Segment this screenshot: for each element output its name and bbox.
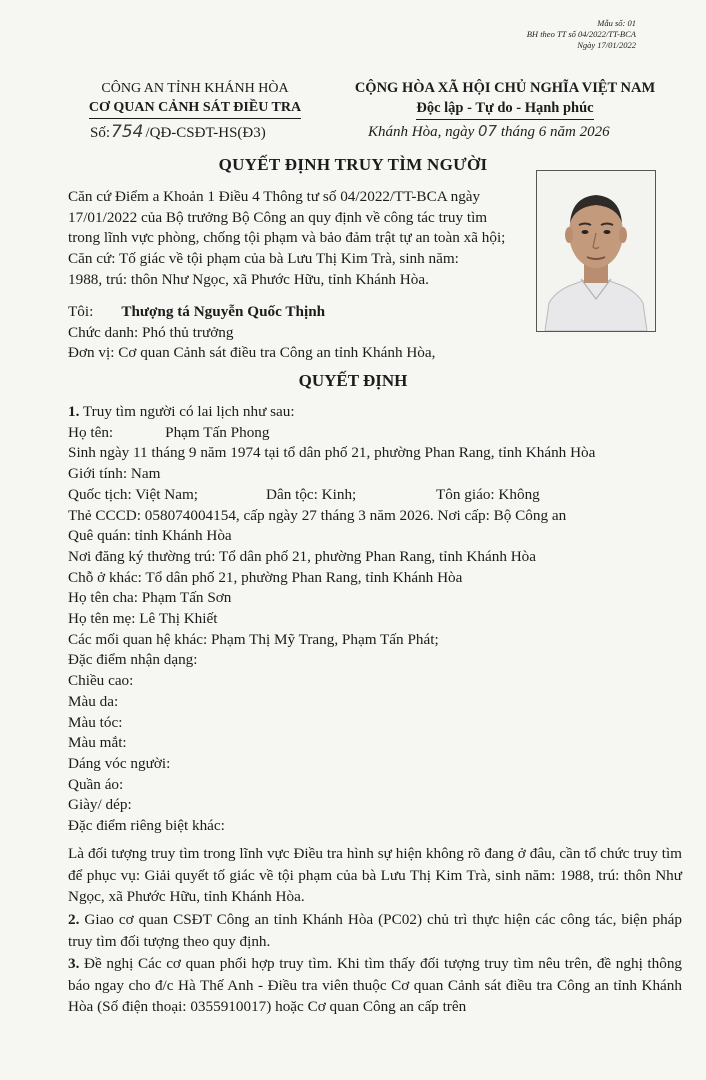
special-description: Là đối tượng truy tìm trong lĩnh vực Điều tra hình sự hiện không rõ đang ở đâu, cần tổ chức truy tìm để phục vụ: Giải quyết tố giác về tội phạm của bà Lưu Thị Kim Trà, sinh năm: 1988, trú: thôn Như Ngọc, xã Phước Hữu, tỉnh Khánh Hòa. (68, 845, 682, 905)
field-birth: Sinh ngày 11 tháng 9 năm 1974 tại tổ dân phố 21, phường Phan Rang, tỉnh Khánh Hòa (68, 444, 596, 462)
preamble (68, 187, 505, 291)
document-title: QUYẾT ĐỊNH TRUY TÌM NGƯỜI (218, 155, 488, 174)
preamble-line: Căn cứ Điểm a Khoản 1 Điều 4 Thông tư số 04/2022/TT-BCA ngày (68, 188, 481, 205)
field-nationality-row: Quốc tịch: Việt Nam; Dân tộc: Kinh; Tôn giáo: Không (68, 485, 540, 503)
preamble-line: trong lĩnh vực phòng, chống tội phạm và bảo đảm trật tự an toàn xã hội; (68, 229, 506, 247)
issuing-agency (60, 79, 330, 119)
field-other-address: Chỗ ở khác: Tổ dân phố 21, phường Phan Rang, tỉnh Khánh Hòa (68, 568, 463, 586)
preamble-line: Căn cứ: Tố giác về tội phạm của bà Lưu Thị Kim Trà, sinh năm: (68, 250, 459, 268)
suspect-photo (536, 170, 656, 332)
place-date: Khánh Hòa, ngày 07 tháng 6 năm 2026 (368, 122, 610, 140)
field-clothes: Quần áo: (68, 775, 124, 793)
field-hometown: Quê quán: tỉnh Khánh Hòa (68, 527, 232, 545)
field-height: Chiều cao: (68, 672, 134, 690)
item-1: 1. Truy tìm người có lai lịch như sau: Họ tên: Phạm Tấn Phong Sinh ngày 11 tháng 9 năm 1974 tại tổ dân phố 21, phường Phan Rang, tỉnh Khánh Hòa Giới tính: Nam Quốc tịch: Việt Nam; Dân tộc: Kinh; Tôn giáo: Không Thẻ CCCD: 058074004154, cấp ngày 27 tháng 3 năm 2026. Nơi cấp: Bộ Công an Quê quán: tỉnh Khánh Hòa Nơi đăng ký thường trú: Tổ dân phố 21, phường Phan Rang, tỉnh Khánh Hòa Chỗ ở khác: Tổ dân phố 21, phường Phan Rang, tỉnh Khánh Hòa Họ tên cha: Phạm Tấn Sơn Họ tên mẹ: Lê Thị Khiết Các mối quan hệ khác: Phạm Thị Mỹ Trang, Phạm Tấn Phát; Đặc điểm nhận dạng: Chiều cao: Màu da: Màu tóc: Màu mắt: Dáng vóc người: Quần áo: Giày/ dép: Đặc điểm riêng biệt khác: (68, 402, 595, 837)
field-special-marks: Đặc điểm riêng biệt khác: (68, 817, 225, 835)
agency-name: CƠ QUAN CẢNH SÁT ĐIỀU TRA (89, 98, 301, 119)
field-father: Họ tên cha: Phạm Tấn Sơn (68, 589, 232, 607)
form-circular: BH theo TT số 04/2022/TT-BCA (526, 29, 636, 39)
field-id-card: Thẻ CCCD: 058074004154, cấp ngày 27 tháng 3 năm 2026. Nơi cấp: Bộ Công an (68, 506, 567, 524)
decision-heading: QUYẾT ĐỊNH (298, 371, 408, 390)
issuer-block: Tôi: Thượng tá Nguyễn Quốc Thịnh Chức danh: Phó thủ trưởng Đơn vị: Cơ quan Cảnh sát điều tra Công an tỉnh Khánh Hòa, (68, 303, 436, 362)
motto: Độc lập - Tự do - Hạnh phúc (416, 98, 593, 120)
field-residence: Nơi đăng ký thường trú: Tổ dân phố 21, phường Phan Rang, tỉnh Khánh Hòa (68, 547, 537, 565)
issuer-name: Thượng tá Nguyễn Quốc Thịnh (121, 303, 326, 320)
preamble-line: 1988, trú: thôn Như Ngọc, xã Phước Hữu, tỉnh Khánh Hòa. (68, 270, 429, 288)
preamble-line: 17/01/2022 của Bộ trưởng Bộ Công an quy định về công tác truy tìm (68, 208, 488, 226)
field-hair: Màu tóc: (68, 713, 123, 731)
field-mother: Họ tên mẹ: Lê Thị Khiết (68, 610, 218, 628)
form-date: Ngày 17/01/2022 (577, 40, 636, 50)
field-build: Dáng vóc người: (68, 754, 171, 772)
item-3: 3. Đề nghị Các cơ quan phối hợp truy tìm. Khi tìm thấy đối tượng truy tìm nêu trên, đề nghị thông báo ngay cho đ/c Hà Thế Anh - Điều tra viên thuộc Cơ quan Cảnh sát điều tra Công an tỉnh Khánh Hòa (Số điện thoại: 0355910017) hoặc Cơ quan Công an cấp trên (68, 955, 683, 1015)
handwritten-number: 754 (111, 122, 144, 142)
field-relations: Các mối quan hệ khác: Phạm Thị Mỹ Trang, Phạm Tấn Phát; (68, 630, 439, 648)
portrait-image (537, 171, 655, 331)
country-name: CỘNG HÒA XÃ HỘI CHỦ NGHĨA VIỆT NAM (354, 80, 656, 96)
document-number: Số:754 /QĐ-CSĐT-HS(Đ3) (90, 122, 266, 142)
handwritten-day: 07 (478, 122, 498, 140)
issuer-title: Phó thủ trưởng (142, 323, 234, 341)
item-2: 2. Giao cơ quan CSĐT Công an tỉnh Khánh Hòa (PC02) chủ trì thực hiện các công tác, biện pháp truy tìm đối tượng theo quy định. (68, 911, 683, 950)
field-shoes: Giày/ dép: (68, 796, 132, 814)
national-motto (330, 78, 680, 120)
issuer-unit: Cơ quan Cảnh sát điều tra Công an tỉnh Khánh Hòa, (118, 344, 436, 362)
field-full-name: Họ tên: Phạm Tấn Phong (68, 423, 270, 441)
field-skin: Màu da: (68, 692, 119, 710)
field-gender: Giới tính: Nam (68, 465, 161, 483)
form-number: Mẫu số: 01 (597, 18, 636, 28)
agency-parent: CÔNG AN TỈNH KHÁNH HÒA (101, 81, 289, 96)
field-eyes: Màu mắt: (68, 734, 127, 752)
field-identification: Đặc điểm nhận dạng: (68, 651, 198, 669)
